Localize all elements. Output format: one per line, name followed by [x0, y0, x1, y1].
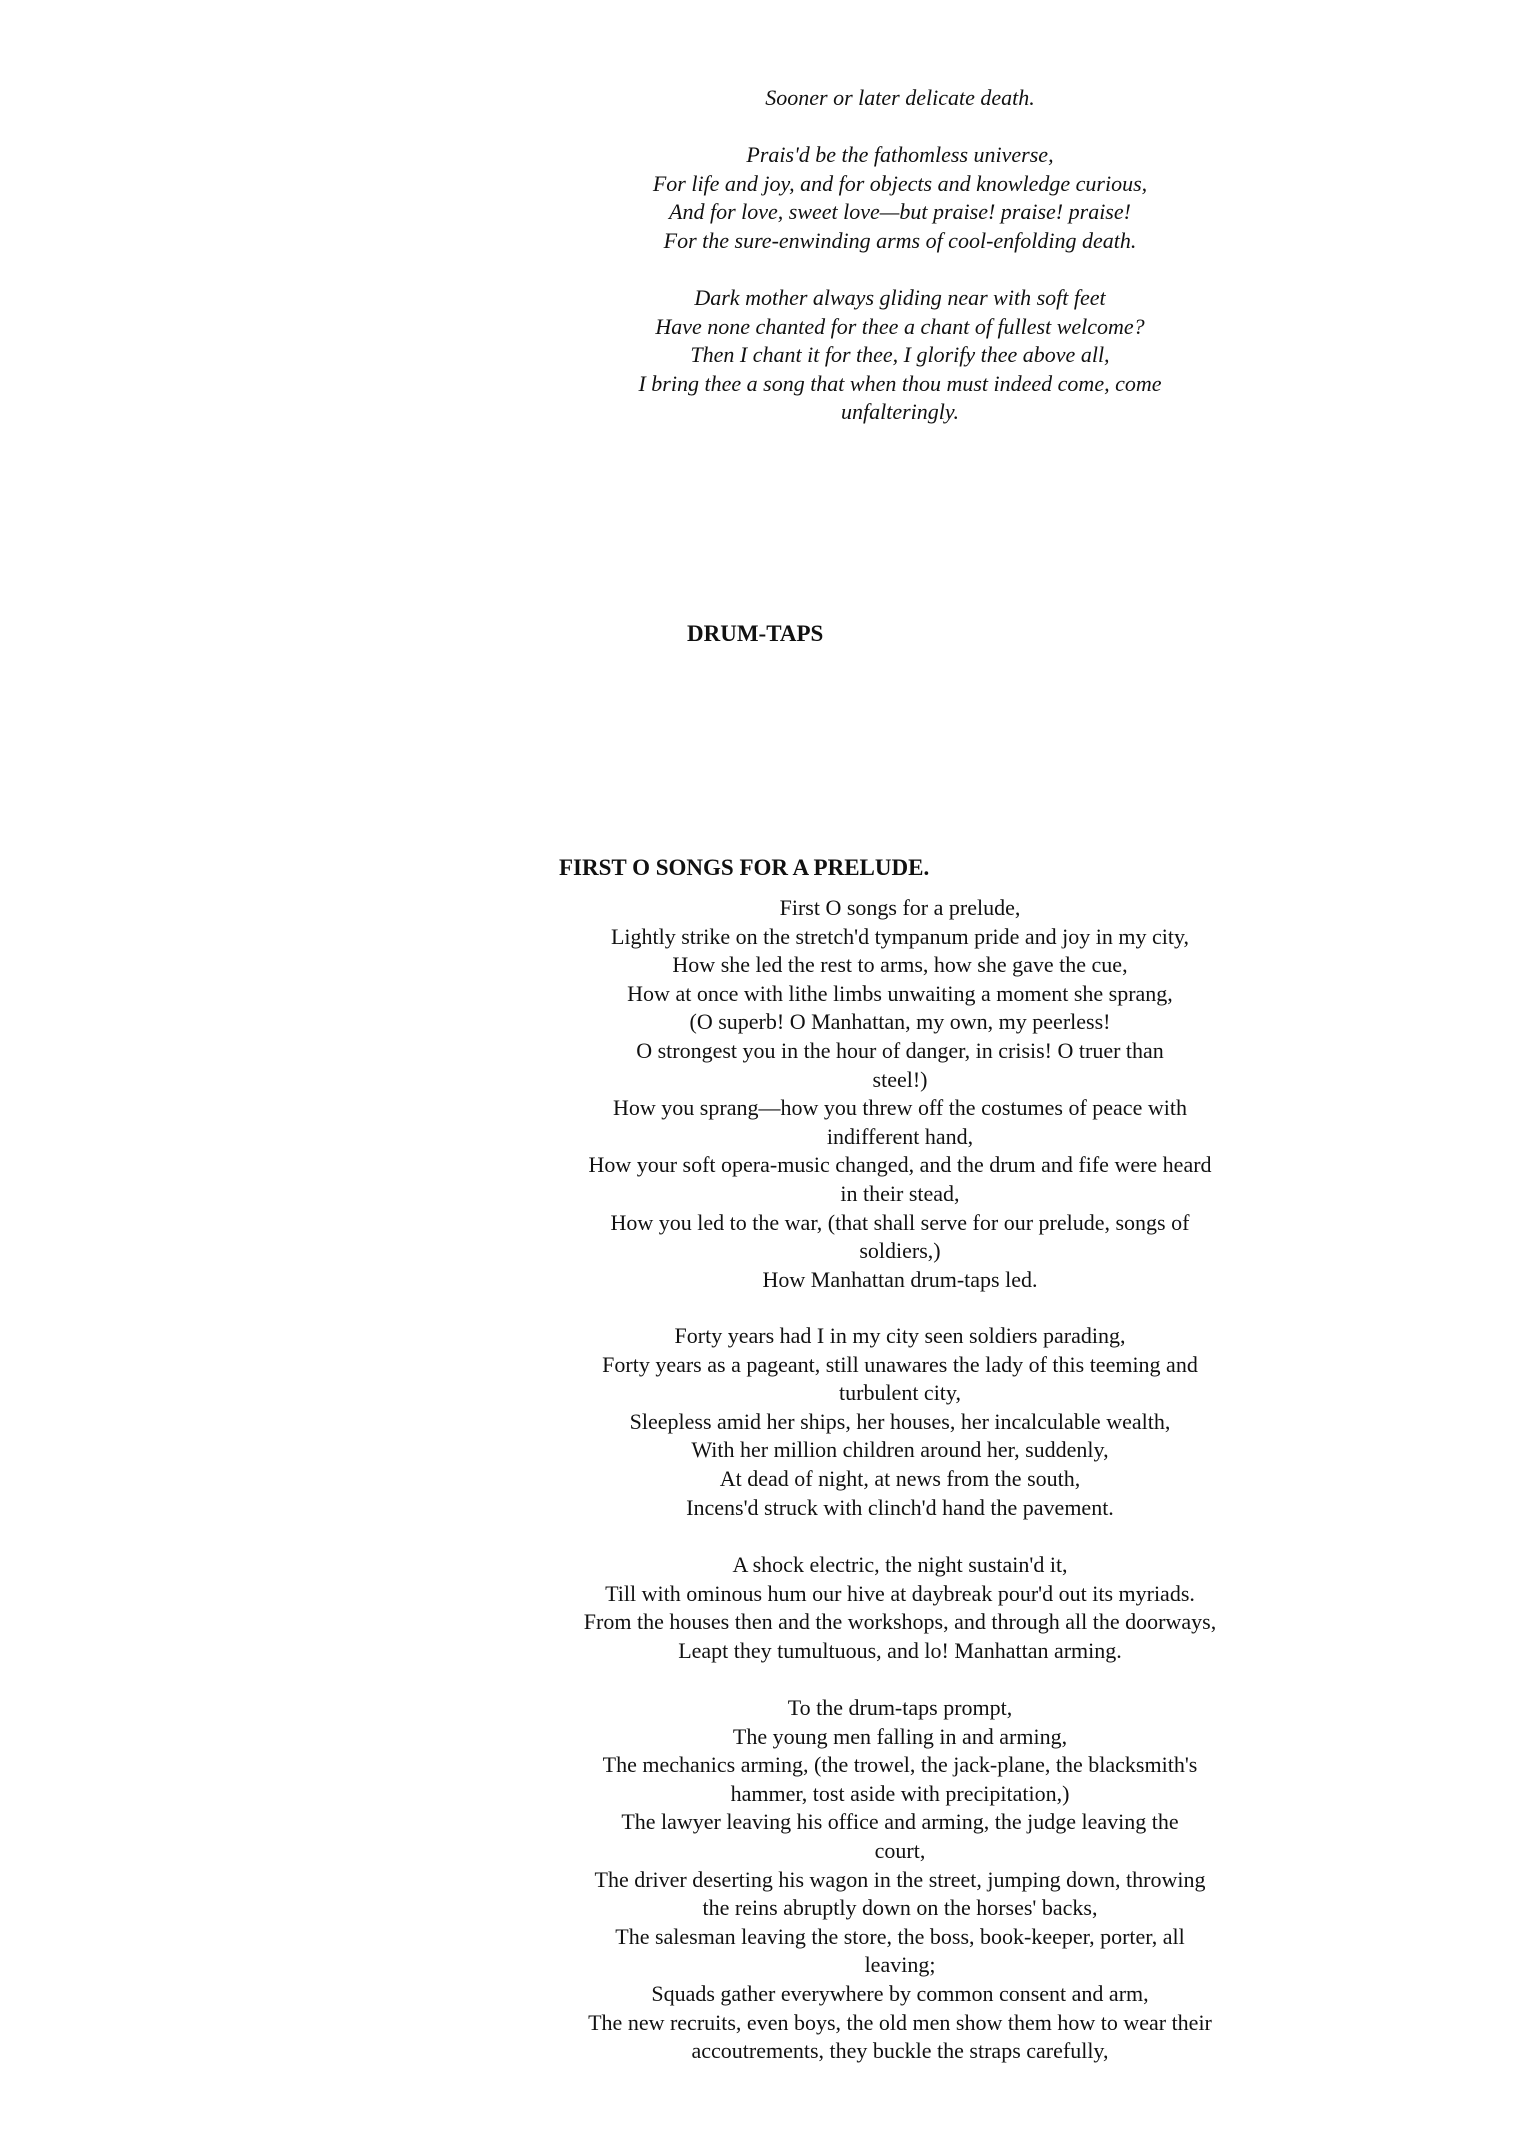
poem-line: Sleepless amid her ships, her houses, her incalculable wealth, [629, 1408, 1171, 1434]
poem-line: leaving; [864, 1952, 936, 1978]
poem-line: (O superb! O Manhattan, my own, my peerless! [689, 1009, 1111, 1035]
stanza-praise-universe [520, 141, 1280, 255]
poem-line: accoutrements, they buckle the straps carefully, [691, 2038, 1109, 2064]
poem-line: O strongest you in the hour of danger, in crisis! O truer than [636, 1037, 1164, 1063]
stanza-drum-taps-prompt [520, 1694, 1280, 2066]
poem-line: Leapt they tumultuous, and lo! Manhattan arming. [678, 1637, 1122, 1663]
poem-line: The salesman leaving the store, the boss, book-keeper, porter, all [615, 1923, 1185, 1949]
poem-line: How you sprang—how you threw off the costumes of peace with [613, 1095, 1187, 1121]
poem-line: steel!) [872, 1066, 928, 1092]
stanza-prelude [520, 894, 1280, 1294]
poem-line: Lightly strike on the stretch'd tympanum pride and joy in my city, [610, 923, 1190, 949]
poem-line: How at once with lithe limbs unwaiting a moment she sprang, [627, 980, 1173, 1006]
poem-line: Squads gather everywhere by common consent and arm, [651, 1980, 1149, 2006]
poem-line: Sooner or later delicate death. [765, 85, 1035, 110]
poem-line: How she led the rest to arms, how she gave the cue, [672, 952, 1128, 978]
stanza-delicate-death [520, 84, 1280, 113]
poem-line: How Manhattan drum-taps led. [762, 1266, 1038, 1292]
poem-line: A shock electric, the night sustain'd it, [732, 1552, 1068, 1577]
stanza-forty-years [520, 1322, 1280, 1522]
poem-line: soldiers,) [859, 1238, 941, 1264]
poem-line: The young men falling in and arming, [732, 1723, 1068, 1749]
section-title: DRUM-TAPS [687, 621, 824, 646]
poem-line: indifferent hand, [826, 1123, 974, 1149]
stanza-dark-mother [520, 284, 1280, 427]
poem-line: Dark mother always gliding near with soft feet [694, 285, 1106, 310]
poem-line: in their stead, [840, 1180, 960, 1206]
poem-line: hammer, tost aside with precipitation,) [730, 1780, 1070, 1806]
stanza-shock-electric [520, 1551, 1280, 1665]
poem-title: FIRST O SONGS FOR A PRELUDE. [559, 855, 930, 880]
poem-line: The new recruits, even boys, the old men show them how to wear their [588, 2009, 1212, 2035]
poem-line: For the sure-enwinding arms of cool-enfolding death. [663, 227, 1137, 253]
poem-line: How your soft opera-music changed, and the drum and fife were heard [588, 1152, 1212, 1178]
poem-line: First O songs for a prelude, [779, 895, 1021, 920]
poem-line: The lawyer leaving his office and arming, the judge leaving the [621, 1809, 1179, 1835]
poem-line: Till with ominous hum our hive at daybreak pour'd out its myriads. [605, 1580, 1195, 1606]
poem-line: the reins abruptly down on the horses' backs, [702, 1895, 1098, 1921]
poem-line: Forty years as a pageant, still unawares the lady of this teeming and [602, 1351, 1198, 1377]
poem-line: Forty years had I in my city seen soldiers parading, [674, 1323, 1126, 1348]
poem-line: At dead of night, at news from the south, [719, 1465, 1081, 1491]
poem-line: The mechanics arming, (the trowel, the jack-plane, the blacksmith's [602, 1752, 1198, 1778]
poem-line: Incens'd struck with clinch'd hand the pavement. [686, 1494, 1114, 1520]
poem-line: Have none chanted for thee a chant of fullest welcome? [655, 313, 1145, 339]
poem-line: How you led to the war, (that shall serve for our prelude, songs of [610, 1209, 1190, 1235]
poem-line: With her million children around her, suddenly, [691, 1437, 1109, 1463]
poem-line: I bring thee a song that when thou must indeed come, come [638, 370, 1162, 396]
poem-line: The driver deserting his wagon in the street, jumping down, throwing [594, 1866, 1206, 1892]
poem-line: For life and joy, and for objects and knowledge curious, [652, 170, 1148, 196]
poem-line: And for love, sweet love—but praise! praise! praise! [669, 199, 1131, 225]
poem-line: Then I chant it for thee, I glorify thee above all, [690, 342, 1110, 368]
poem-line: From the houses then and the workshops, and through all the doorways, [583, 1609, 1217, 1635]
poem-line: Prais'd be the fathomless universe, [746, 142, 1054, 167]
poem-line: turbulent city, [839, 1380, 961, 1406]
poem-line: unfalteringly. [841, 399, 959, 425]
poem-line: court, [874, 1837, 926, 1863]
poem-line: To the drum-taps prompt, [787, 1695, 1013, 1720]
